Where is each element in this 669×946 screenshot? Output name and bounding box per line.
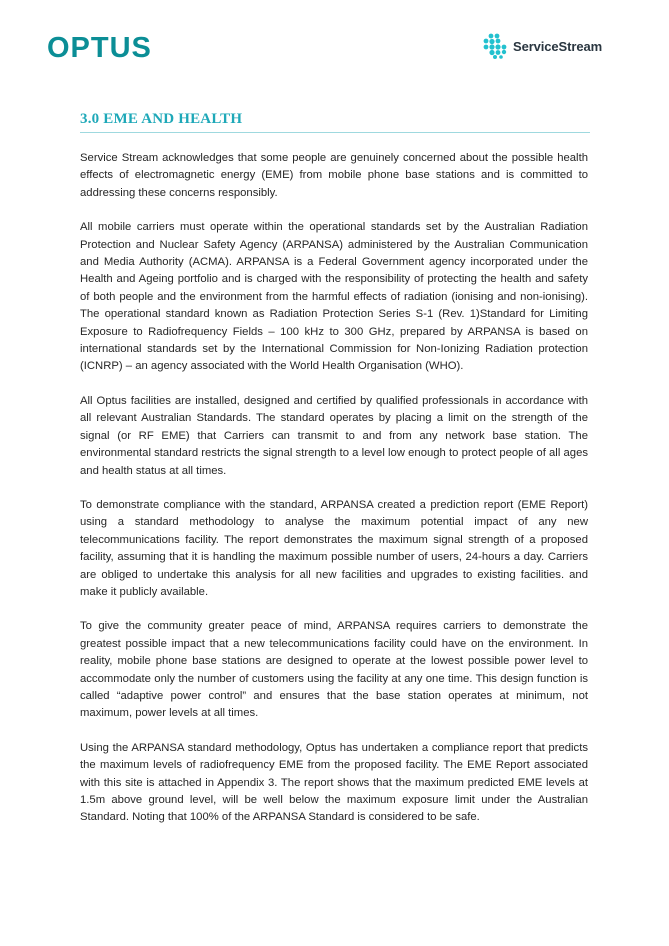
page-header [0,0,669,80]
heading-divider [80,132,590,133]
optus-logo: OPTUS [47,32,152,64]
paragraph: All mobile carriers must operate within the operational standards set by the Australian Radiation Protection and Nuclear Safety Agency (ARPANSA) administered by the Australian Communication and Media Authority (ACMA). ARPANSA is a Federal Government agency incorporated under the Health and Ageing portfolio and is charged with the responsibility of protecting the health and safety of both people and the environment from the harmful effects of radiation (ionising and non-ionising). The operational standard known as Radiation Protection Series S-1 (Rev. 1)Standard for Limiting Exposure to Radiofrequency Fields – 100 kHz to 300 GHz, prepared by ARPANSA is based on international standards set by the International Commission for Non-Ionizing Radiation protection (ICNRP) – an agency associated with the World Health Organisation (WHO). [80,221,588,373]
servicestream-logo-text: ServiceStream [513,38,603,54]
paragraph: Service Stream acknowledges that some people are genuinely concerned about the possible health effects of electromagnetic energy (EME) from mobile phone base stations and is committed to addressing these concerns responsibly. [80,152,588,199]
paragraph: Using the ARPANSA standard methodology, Optus has undertaken a compliance report that predicts the maximum levels of radiofrequency EME from the proposed facility. The EME Report associated with this site is attached in Appendix 3. The report shows that the maximum predicted EME levels at 1.5m above ground level, will be well below the maximum exposure limit under the Australian Standard. Noting that 100% of the ARPANSA Standard is considered to be safe. [80,741,588,824]
servicestream-dots-icon [482,33,508,59]
body-text [80,150,588,844]
paragraph: To demonstrate compliance with the standard, ARPANSA created a prediction report (EME Report) using a standard methodology to analyse the maximum potential impact of any new telecommunications facility. The report demonstrates the maximum signal strength of a proposed facility, assuming that it is handling the maximum possible number of users, 24-hours a day. Carriers are obliged to undertake this analysis for all new facilities and upgrades to existing facilities. and make it publicly available. [80,498,588,598]
section-heading: 3.0 EME AND HEALTH [80,111,243,127]
paragraph: All Optus facilities are installed, designed and certified by qualified professionals in accordance with all relevant Australian Standards. The standard operates by placing a limit on the strength of the signal (or RF EME) that Carriers can transmit to and from any network base station. The environmental standard restricts the signal strength to a level low enough to protect people of all ages and health status at all times. [80,394,588,477]
paragraph: To give the community greater peace of mind, ARPANSA requires carriers to demonstrate the greatest possible impact that a new telecommunications facility could have on the environment. In reality, mobile phone base stations are designed to operate at the lowest possible power level to accommodate only the number of customers using the facility at any one time. This design function is called “adaptive power control” and ensures that the base station operates at minimum, not maximum, power levels at all times. [80,620,588,720]
servicestream-logo [482,33,602,59]
